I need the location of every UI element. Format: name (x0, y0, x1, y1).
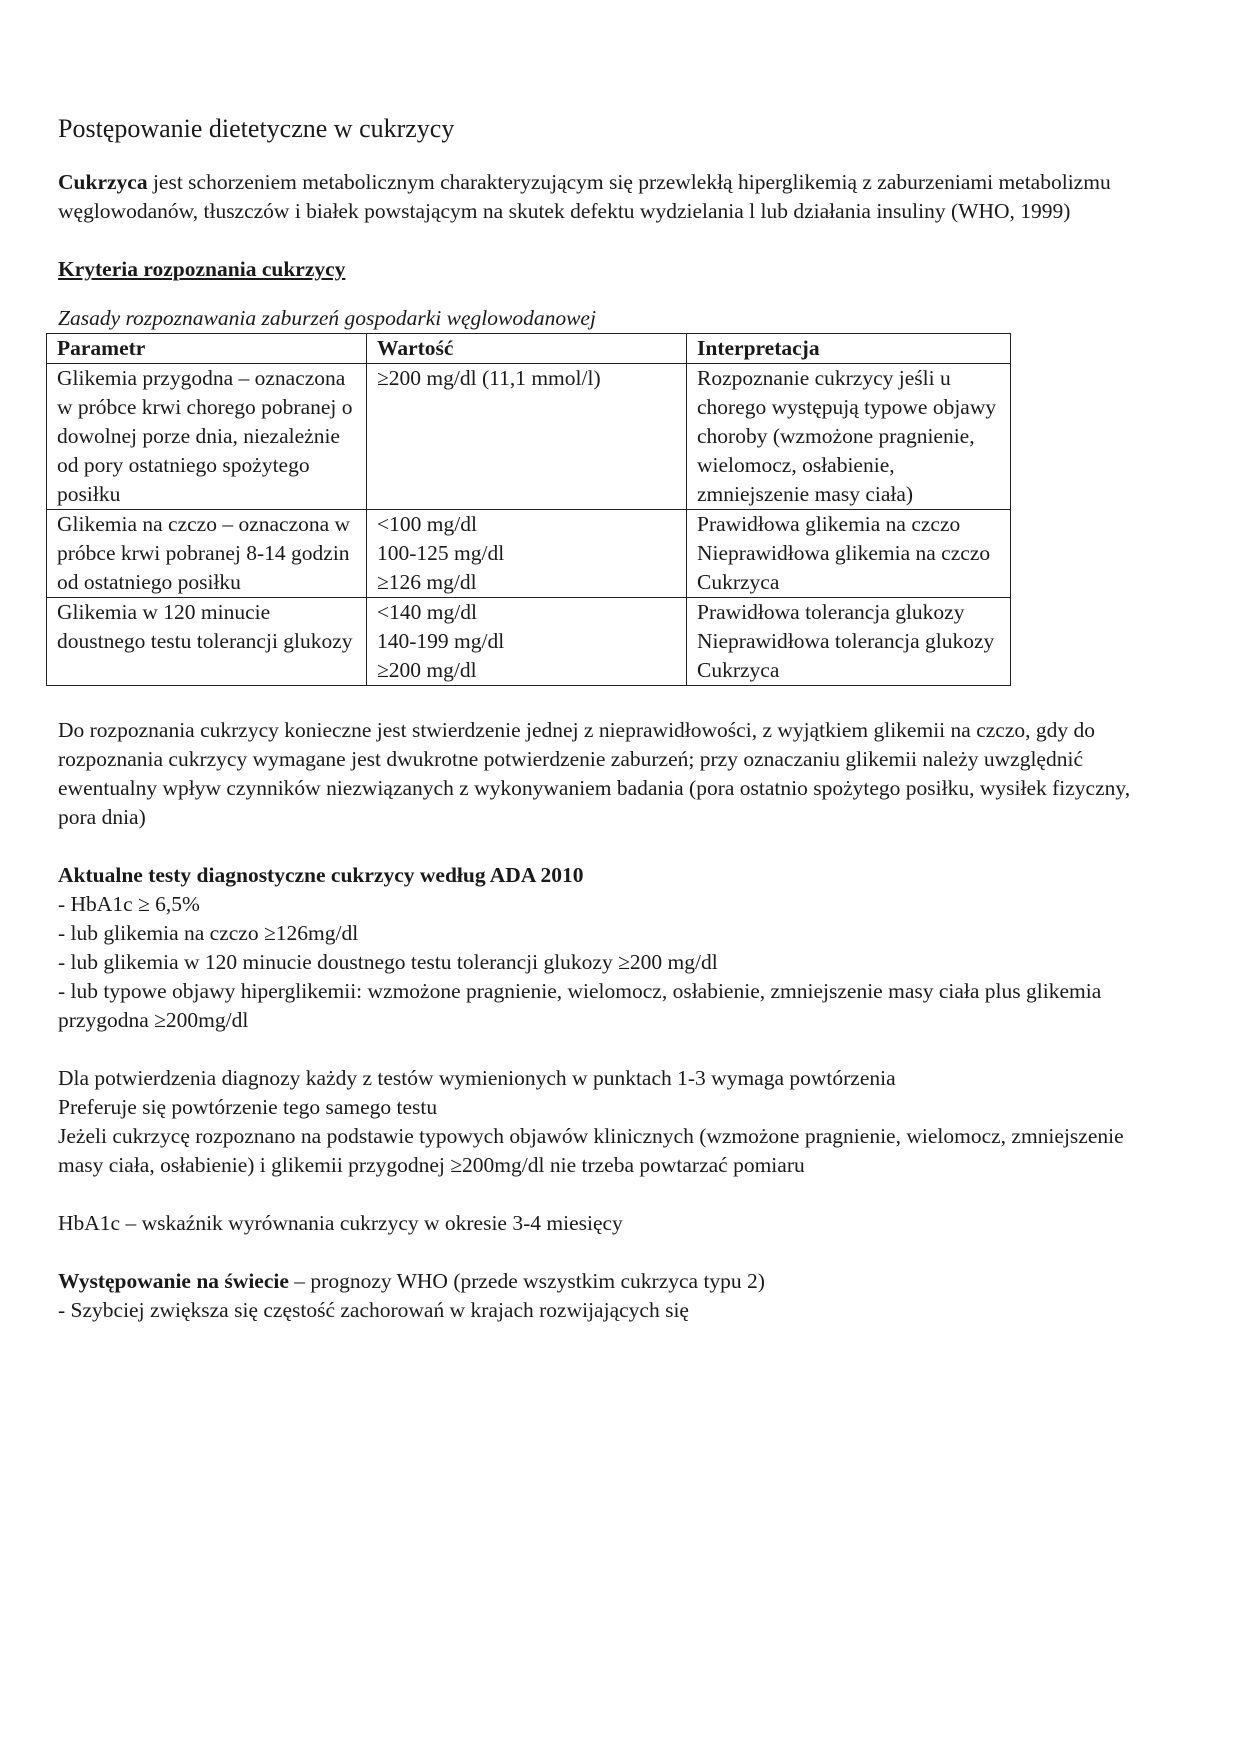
confirmation-line: Jeżeli cukrzycę rozpoznano na podstawie typowych objawów klinicznych (wzmożone pragnienie, wielomocz, zmniejszenie masy ciała, osłabienie) i glikemii przygodnej ≥200mg/dl nie trzeba powtarzać pomiaru (58, 1124, 1124, 1177)
value-line: <140 mg/dl (377, 600, 477, 624)
interp-line: Cukrzyca (697, 658, 780, 682)
interp-line: Nieprawidłowa tolerancja glukozy (697, 629, 995, 653)
cell-values (367, 364, 687, 510)
cell-interp (687, 598, 1011, 686)
interp-line: Prawidłowa glikemia na czczo (697, 512, 961, 536)
value-line: ≥126 mg/dl (377, 570, 477, 594)
list-item: - lub glikemia w 120 minucie doustnego testu tolerancji glukozy ≥200 mg/dl (58, 950, 718, 974)
value-line: 140-199 mg/dl (377, 629, 505, 653)
value-line: ≥200 mg/dl (377, 658, 477, 682)
header-interpretacja: Interpretacja (687, 334, 1011, 364)
world-heading: Występowanie na świecie (58, 1269, 289, 1293)
world-paragraph (58, 1267, 1158, 1296)
list-item: - lub typowe objawy hiperglikemii: wzmożone pragnienie, wielomocz, osłabienie, zmniejszenie masy ciała plus glikemia przygodna ≥200mg/dl (58, 979, 1102, 1032)
cell-interp (687, 364, 1011, 510)
interp-line: Rozpoznanie cukrzycy jeśli u chorego występują typowe objawy choroby (wzmożone pragnienie, wielomocz, osłabienie, zmniejszenie masy ciała) (697, 366, 997, 506)
table-header-row (47, 334, 1011, 364)
cell-param: Glikemia na czczo – oznaczona w próbce krwi pobranej 8-14 godzin od ostatniego posiłku (47, 510, 367, 598)
world-list (58, 1296, 1158, 1325)
interp-line: Nieprawidłowa glikemia na czczo (697, 541, 991, 565)
document-title: Postępowanie dietetyczne w cukrzycy (58, 114, 455, 143)
cell-values (367, 510, 687, 598)
table-caption: Zasady rozpoznawania zaburzeń gospodarki węglowodanowej (58, 306, 596, 330)
cell-param: Glikemia w 120 minucie doustnego testu tolerancji glukozy (47, 598, 367, 686)
ada-list (58, 890, 1158, 1035)
criteria-heading: Kryteria rozpoznania cukrzycy (58, 257, 346, 281)
ada-heading: Aktualne testy diagnostyczne cukrzycy według ADA 2010 (58, 863, 584, 887)
value-line: ≥200 mg/dl (11,1 mmol/l) (377, 366, 601, 390)
document-page (58, 112, 1158, 1325)
table-row (47, 510, 1011, 598)
definition-text: jest schorzeniem metabolicznym charakteryzującym się przewlekłą hiperglikemią z zaburzeniami metabolizmu węglowodanów, tłuszczów i białek powstającym na skutek defektu wydzielania l lub działania insuliny (WHO, 1999) (58, 170, 1111, 223)
confirmation-line: Preferuje się powtórzenie tego samego testu (58, 1095, 438, 1119)
table-row (47, 364, 1011, 510)
list-item: - HbA1c ≥ 6,5% (58, 892, 200, 916)
definition-paragraph (58, 168, 1158, 226)
header-parametr: Parametr (47, 334, 367, 364)
header-wartosc: Wartość (367, 334, 687, 364)
cell-values (367, 598, 687, 686)
list-item: - lub glikemia na czczo ≥126mg/dl (58, 921, 359, 945)
diagnosis-table (46, 333, 1011, 686)
value-line: 100-125 mg/dl (377, 541, 505, 565)
value-line: <100 mg/dl (377, 512, 477, 536)
cell-param: Glikemia przygodna – oznaczona w próbce krwi chorego pobranej o dowolnej porze dnia, niezależnie od pory ostatniego spożytego posiłku (47, 364, 367, 510)
interp-line: Prawidłowa tolerancja glukozy (697, 600, 965, 624)
world-text: – prognozy WHO (przede wszystkim cukrzyca typu 2) (288, 1269, 765, 1293)
hba1c-note: HbA1c – wskaźnik wyrównania cukrzycy w okresie 3-4 miesięcy (58, 1211, 623, 1235)
cell-interp (687, 510, 1011, 598)
table-row (47, 598, 1011, 686)
interp-line: Cukrzyca (697, 570, 780, 594)
confirmation-line: Dla potwierdzenia diagnozy każdy z testów wymienionych w punktach 1-3 wymaga powtórzenia (58, 1066, 896, 1090)
diagnosis-note: Do rozpoznania cukrzycy konieczne jest stwierdzenie jednej z nieprawidłowości, z wyjątkiem glikemii na czczo, gdy do rozpoznania cukrzycy wymagane jest dwukrotne potwierdzenie zaburzeń; przy oznaczaniu glikemii należy uwzględnić ewentualny wpływ czynników niezwiązanych z wykonywaniem badania (pora ostatnio spożytego posiłku, wysiłek fizyczny, pora dnia) (58, 718, 1131, 829)
list-item: - Szybciej zwiększa się częstość zachorowań w krajach rozwijających się (58, 1298, 689, 1322)
definition-term: Cukrzyca (58, 170, 148, 194)
